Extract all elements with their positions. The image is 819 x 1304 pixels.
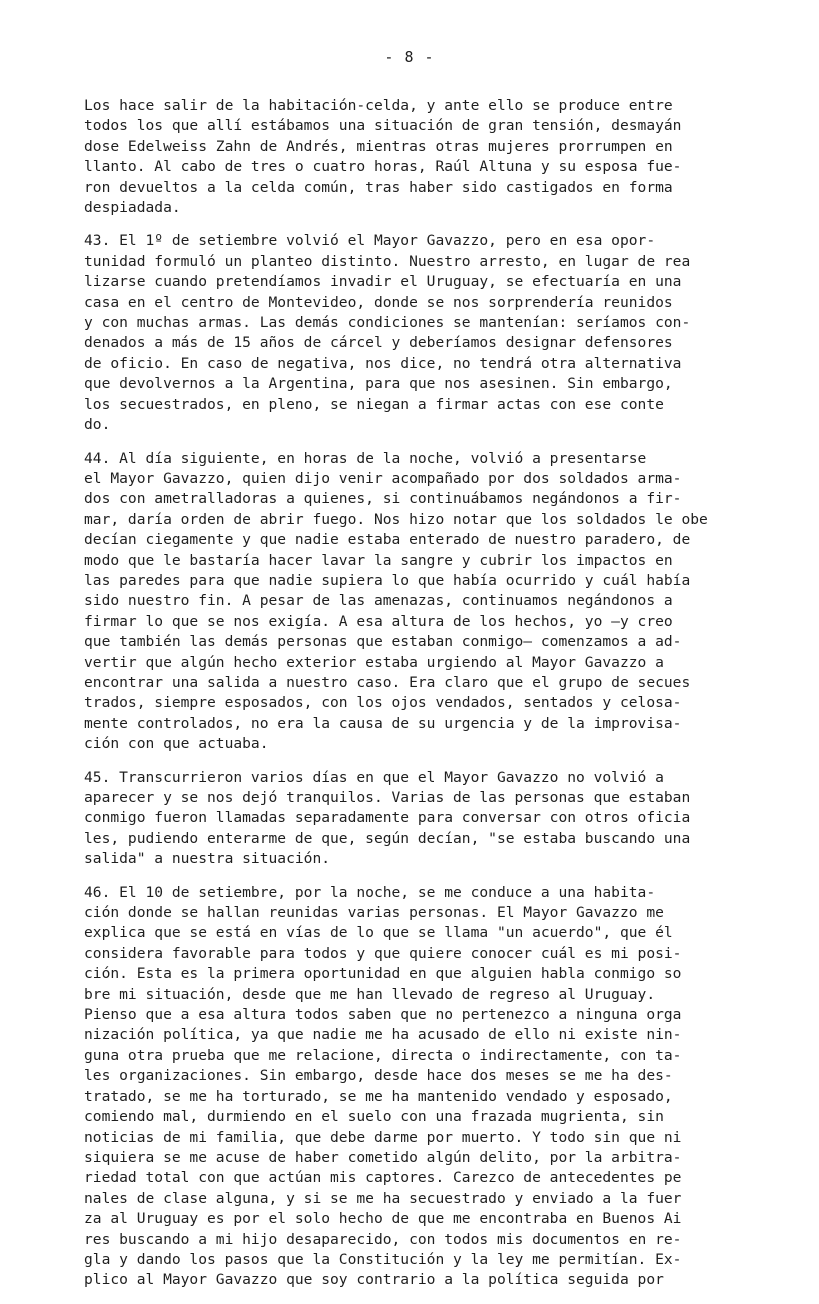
text-line: tunidad formuló un planteo distinto. Nuestro arresto, en lugar de rea: [84, 252, 691, 270]
text-line: firmar lo que se nos exigía. A esa altura de los hechos, yo —y creo: [84, 612, 673, 630]
paragraph-43: [84, 231, 784, 435]
text-line: modo que le bastaría hacer lavar la sangre y cubrir los impactos en: [84, 551, 673, 569]
text-line: sido nuestro fin. A pesar de las amenazas, continuamos negándonos a: [84, 592, 673, 610]
text-line: dos con ametralladoras a quienes, si continuábamos negándonos a fir-: [84, 490, 682, 508]
text-line: les, pudiendo enterarme de que, según decían, "se estaba buscando una: [84, 829, 691, 847]
text-line: explica que se está en vías de lo que se llama "un acuerdo", que él: [84, 924, 673, 942]
text-line: aparecer y se nos dejó tranquilos. Varias de las personas que estaban: [84, 789, 691, 806]
text-line: considera favorable para todos y que quiere conocer cuál es mi posi-: [84, 944, 682, 962]
text-line: denados a más de 15 años de cárcel y deberíamos designar defensores: [84, 334, 673, 352]
text-line: tratado, se me ha torturado, se me ha mantenido vendado y esposado,: [84, 1087, 673, 1105]
text-line: bre mi situación, desde que me han llevado de regreso al Uruguay.: [84, 985, 656, 1003]
text-line: mente controlados, no era la causa de su urgencia y de la improvisa-: [84, 714, 682, 732]
text-line: 43. El 1º de setiembre volvió el Mayor Gavazzo, pero en esa opor-: [84, 232, 656, 250]
text-line: lizarse cuando pretendíamos invadir el Uruguay, se efectuaría en una: [84, 273, 682, 291]
text-line: que también las demás personas que estaban conmigo— comenzamos a ad-: [84, 633, 682, 651]
text-line: ción donde se hallan reunidas varias personas. El Mayor Gavazzo me: [84, 904, 664, 922]
text-line: todos los que allí estábamos una situación de gran tensión, desmayán: [84, 117, 682, 135]
text-line: ción con que actuaba.: [84, 735, 269, 753]
text-line: za al Uruguay es por el solo hecho de que me encontraba en Buenos Ai: [84, 1210, 682, 1228]
text-line: guna otra prueba que me relacione, directa o indirectamente, con ta-: [84, 1046, 682, 1064]
text-line: los secuestrados, en pleno, se niegan a firmar actas con ese conte: [84, 395, 664, 413]
text-line: Pienso que a esa altura todos saben que no pertenezco a ninguna orga: [84, 1006, 682, 1024]
text-line: plico al Mayor Gavazzo que soy contrario a la política seguida por: [84, 1271, 664, 1289]
text-line: do.: [84, 416, 111, 434]
text-line: trados, siempre esposados, con los ojos vendados, sentados y celosa-: [84, 694, 682, 712]
text-line: llanto. Al cabo de tres o cuatro horas, Raúl Altuna y su esposa fue-: [84, 158, 682, 176]
paragraph: [84, 96, 784, 218]
text-line: noticias de mi familia, que debe darme por muerto. Y todo sin que ni: [84, 1128, 682, 1146]
text-line: dose Edelweiss Zahn de Andrés, mientras otras mujeres prorrumpen en: [84, 137, 673, 155]
text-line: despiadada.: [84, 199, 181, 217]
paragraph-46: [84, 883, 784, 1291]
text-line: casa en el centro de Montevideo, donde se nos sorprendería reunidos: [84, 293, 673, 311]
paragraph-45: [84, 768, 784, 870]
text-line: las paredes para que nadie supiera lo que había ocurrido y cuál había: [84, 571, 691, 589]
text-line: decían ciegamente y que nadie estaba enterado de nuestro paradero, de: [84, 531, 691, 549]
text-line: encontrar una salida a nuestro caso. Era claro que el grupo de secues: [84, 673, 691, 691]
text-line: nización política, ya que nadie me ha acusado de ello ni existe nin-: [84, 1026, 682, 1044]
text-line: que devolvernos a la Argentina, para que nos asesinen. Sin embargo,: [84, 375, 673, 393]
text-line: riedad total con que actúan mis captores. Carezco de antecedentes pe: [84, 1169, 682, 1187]
text-line: mar, daría orden de abrir fuego. Nos hizo notar que los soldados le obe: [84, 510, 708, 528]
text-line: de oficio. En caso de negativa, nos dice, no tendrá otra alternativa: [84, 354, 682, 372]
text-line: ron devueltos a la celda común, tras haber sido castigados en forma: [84, 178, 673, 196]
text-line: 46. El 10 de setiembre, por la noche, se me conduce a una habita-: [84, 883, 656, 901]
text-line: ción. Esta es la primera oportunidad en que alguien habla conmigo so: [84, 965, 682, 983]
text-line: les organizaciones. Sin embargo, desde hace dos meses se me ha des-: [84, 1067, 673, 1085]
text-line: el Mayor Gavazzo, quien dijo venir acompañado por dos soldados arma-: [84, 469, 682, 487]
text-line: y con muchas armas. Las demás condiciones se mantenían: seríamos con-: [84, 314, 691, 332]
text-line: res buscando a mi hijo desaparecido, con todos mis documentos en re-: [84, 1230, 682, 1248]
text-line: gla y dando los pasos que la Constitución y la ley me permitían. Ex-: [84, 1250, 682, 1268]
paragraph-44: [84, 449, 784, 755]
text-line: comiendo mal, durmiendo en el suelo con una frazada mugrienta, sin: [84, 1108, 664, 1126]
text-line: nales de clase alguna, y si se me ha secuestrado y enviado a la fuer: [84, 1189, 682, 1207]
text-line: conmigo fueron llamadas separadamente para conversar con otros oficia: [84, 809, 691, 827]
text-line: siquiera se me acuse de haber cometido algún delito, por la arbitra-: [84, 1148, 682, 1166]
document-body: [84, 96, 784, 1304]
text-line: Los hace salir de la habitación-celda, y ante ello se produce entre: [84, 97, 673, 114]
page-number: - 8 -: [384, 48, 435, 66]
text-line: vertir que algún hecho exterior estaba urgiendo al Mayor Gavazzo a: [84, 653, 664, 671]
text-line: 44. Al día siguiente, en horas de la noche, volvió a presentarse: [84, 449, 647, 467]
text-line: 45. Transcurrieron varios días en que el Mayor Gavazzo no volvió a: [84, 768, 664, 786]
text-line: salida" a nuestra situación.: [84, 850, 331, 868]
